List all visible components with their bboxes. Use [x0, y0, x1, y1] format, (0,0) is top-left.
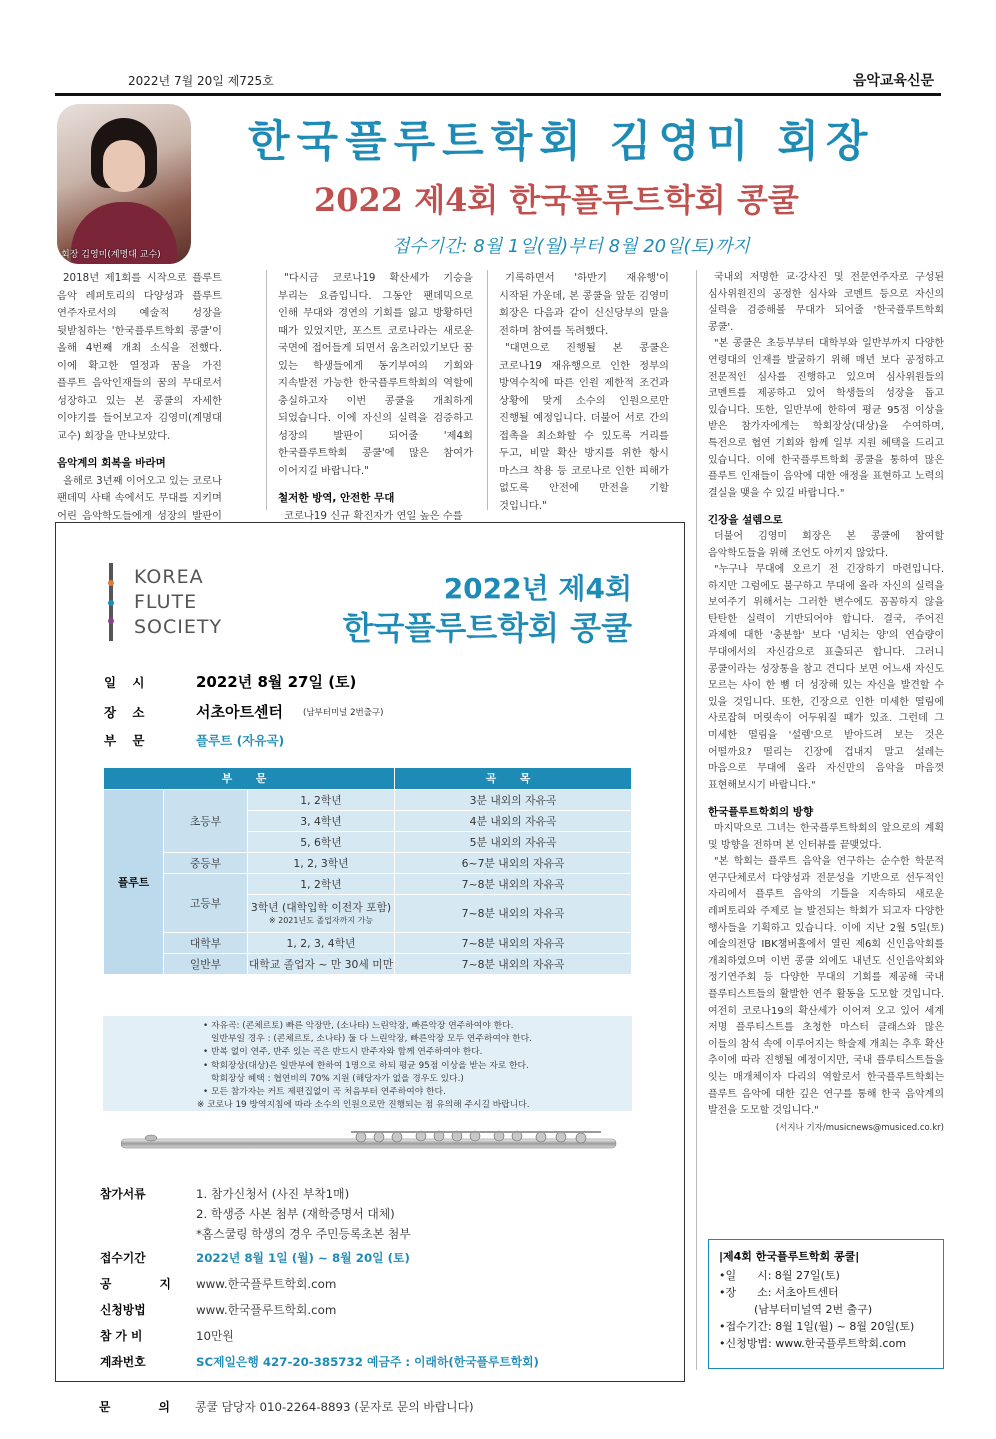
article-subheading: 철저한 방역, 안전한 무대 — [278, 492, 395, 504]
article-paragraph: 더불어 김영미 회장은 본 콩쿨에 참여할 음악학도들을 위해 조언도 아끼지 않았다. — [708, 530, 944, 559]
flute-logo-icon — [106, 563, 116, 641]
article-paragraph: "본 학회는 플루트 음악을 연구하는 순수한 학문적 연구단체로서 다양성과 전문성을 기반으로 선두적인 자리에서 플루트 음악의 기틀을 지속하되 새로운 레퍼토리와 주제로 늘 발전되는 학회가 되고자 다양한 행사들을 기획하고 있습니다. 이에 지난 2월 5일(토) 예술의전당 IBK챔버홀에서 열린 제6회 신인음악회를 개최하였으며 이번 콩쿨 외에도 내년도 신인음악회와 정기연주회 등 다양한 무대의 기회를 제공해 국내 플루티스트들의 활발한 연주 활동을 도모할 것입니다. 여전히 코로나19의 확산세가 이어져 오고 있어 세계 저명 플루티스트를 초청한 마스터 클래스와 많은 이들의 참석 속에 이루어지는 학술제 개최는 추후 확산 추이에 따라 진행될 예정이지만, 국내 플루티스트들을 잇는 매개체이자 다리의 역할로서 한국플루트학회는 플루트 음악에 대한 깊은 연구를 통해 한국 음악계의 발전을 도모할 것입니다." — [708, 856, 944, 1117]
article-column-2 — [278, 270, 473, 525]
detail-row — [56, 1205, 656, 1225]
detail-value: 10만원 — [196, 1329, 234, 1343]
header-rule — [55, 93, 941, 96]
logo-line: FLUTE — [134, 591, 198, 613]
detail-label: 참가서류 — [100, 1187, 146, 1201]
article-paragraph: "다시금 코로나19 확산세가 기승을 부리는 요즘입니다. 그동안 팬데믹으로 인해 무대와 경연의 기회를 잃고 방황하던 때가 있었지만, 포스트 코로나라는 새로운 국면에 접어들게 되면서 움츠러있기보단 꿈 있는 학생들에게 동기부여의 기회와 지속발전 가능한 한국플루트학회의 역할에 충실하고자 이번 콩쿨을 개최하게 되었습니다. 이에 자신의 실력을 검증하고 성장의 발판이 되어줄 '제4회 한국플루트학회 콩쿨'에 많은 참여가 이어지길 바랍니다." — [278, 272, 473, 477]
competition-summary-box — [708, 1239, 944, 1369]
article-paragraph: "본 콩쿨은 초등부부터 대학부와 일반부까지 다양한 연령대의 인재를 발굴하기 위해 매년 보다 공정하고 전문적인 심사를 진행하고 있으며 심사위원들의 코멘트를 제공하고 있어 학생들의 성장을 돕고 있습니다. 또한, 일반부에 한하여 평균 95점 이상을 받은 참가자에게는 학회장상(대상)을 수여하며, 특전으로 협연 기회와 함께 일부 지원 혜택을 드리고 있습니다. 이에 한국플루트학회 콩쿨을 통하여 많은 플루트 인재들이 음악에 대한 애정을 표현하고 노력의 결실을 맺을 수 있길 바랍니다." — [708, 338, 944, 499]
note-line: • 학회장상(대상)은 일반부에 한하여 1명으로 하되 평균 95점 이상을 받는 자로 한다. — [203, 1060, 529, 1071]
article-paragraph: 코로나19 신규 확진자가 연일 높은 수를 — [284, 509, 463, 522]
summary-line: •일 시: 8월 27일(토) — [719, 1269, 840, 1282]
detail-row — [56, 1327, 656, 1347]
logo-line: SOCIETY — [134, 616, 223, 638]
detail-label: 공 지 — [100, 1277, 193, 1291]
article-paragraph: 기록하면서 '하반기 재유행'이 시작된 가운데, 본 콩쿨을 앞둔 김영미 회장은 다음과 같이 신신당부의 말을 전하며 참여를 독려했다. — [499, 272, 669, 337]
table-row — [104, 790, 632, 811]
detail-value: 1. 참가신청서 (사진 부착1매) — [196, 1187, 350, 1201]
table-piece-cell: 7~8분 내외의 자유곡 — [395, 954, 632, 975]
flute-illustration-icon — [121, 1125, 621, 1161]
article-column-1 — [57, 270, 222, 560]
note-line: • 자유곡: (콘체르토) 빠른 악장만, (소나타) 느린악장, 빠른악장 연주하여야 한다. — [203, 1021, 514, 1031]
table-row — [104, 853, 632, 874]
article-paragraph: "누구나 무대에 오르기 전 긴장하기 마련입니다. 하지만 그럼에도 불구하고 무대에 올라 자신의 실력을 보여주기 위해서는 그러한 변수에도 꼼꼼하지 않을 탄탄한 실력이 기반되어야 합니다. 결국, 주어진 과제에 대한 '충분함' 보다 '넘치는 양'의 연습량이 무대에서의 자신감으로 표출되곤 합니다. 그러니 콩쿨이라는 성장통을 참고 견디다 보면 어느새 자신도 모르는 사이 한 뼘 더 성장해 있는 자신을 발견할 수 있을 것입니다. 또한, 긴장으로 인한 미세한 떨림에 사로잡혀 머릿속이 어두워질 때가 있죠. 그런데 그 미세한 떨림을 '설렘'으로 받아드려 보는 것은 어떨까요? 떨리는 긴장에 겁내지 말고 설레는 마음으로 무대에 올라 자신만의 음악을 마음껏 표현해보시기 바랍니다." — [708, 564, 944, 791]
table-piece-cell: 7~8분 내외의 자유곡 — [395, 874, 632, 895]
article-subheading: 음악계의 회복을 바라며 — [57, 457, 166, 469]
table-grade-cell: 1, 2학년 — [248, 790, 395, 811]
table-piece-cell: 7~8분 내외의 자유곡 — [395, 895, 632, 933]
detail-row — [56, 1353, 656, 1373]
info-date-row — [56, 673, 656, 693]
article-paragraph: 마지막으로 그녀는 한국플루트학회의 앞으로의 계획 및 방향을 전하며 본 인터뷰를 끝맺었다. — [708, 823, 944, 851]
photo-caption: 회장 김영미(계명대 교수) — [61, 250, 161, 260]
article-column-4 — [708, 270, 944, 1136]
note-line: • 모든 참가자는 커트 제편집없이 곡 처음부터 연주하여야 한다. — [203, 1087, 446, 1098]
article-paragraph: 국내외 저명한 교·강사진 및 전문연주자로 구성된 심사위원진의 공정한 심사와 코멘트 등으로 자신의 실력을 검증해볼 무대가 되어줄 '한국플루트학회 콩쿨'. — [708, 272, 944, 333]
detail-value: 2022년 8월 1일 (월) ~ 8월 20일 (토) — [196, 1251, 410, 1265]
headline-title: 한국플루트학회 김영미 회장 — [248, 117, 875, 167]
table-row — [104, 874, 632, 895]
detail-row — [56, 1275, 656, 1295]
article-paragraph: "대면으로 진행될 본 콩쿨은 코로나19 재유행으로 인한 정부의 방역수칙에 따른 인원 제한적 조건과 상황에 맞게 소수의 인원으로만 진행될 예정입니다. 더불어 서로 간의 접촉을 최소화할 수 있도록 거리를 두고, 비말 확산 방지를 위한 항시 마스크 착용 등 코로나로 인한 피해가 없도록 안전에 만전을 기할 것입니다." — [499, 342, 669, 512]
table-header-row — [104, 768, 632, 790]
detail-label: 문 의 — [99, 1400, 192, 1414]
article-subheading: 한국플루트학회의 방향 — [708, 806, 814, 819]
article-subheading: 긴장을 설렘으로 — [708, 514, 783, 527]
table-grade-cell: 1, 2학년 — [248, 874, 395, 895]
table-header: 부 문 — [104, 768, 395, 790]
headline-subtitle: 2022 제4회 한국플루트학회 콩쿨 — [314, 181, 799, 219]
summary-line: •접수기간: 8월 1일(월) ~ 8월 20일(토) — [719, 1320, 915, 1333]
table-group-cell: 대학부 — [164, 933, 248, 954]
note-line: • 반복 없이 연주, 반주 있는 곡은 반드시 반주자와 함께 연주하여야 한다. — [203, 1047, 483, 1058]
info-value: 서초아트센터 — [196, 703, 283, 721]
summary-line[interactable]: •신청방법: www.한국플루트학회.com — [719, 1337, 907, 1350]
newspaper-name: 음악교육신문 — [852, 73, 934, 89]
table-section-cell: 플루트 — [104, 790, 164, 975]
headline-period: 접수기간: 8월 1일(월)부터 8월 20일(토)까지 — [392, 236, 750, 257]
table-notes — [103, 1016, 632, 1111]
competition-poster — [55, 522, 685, 1382]
article-paragraph: 올해로 3년째 이어오고 있는 코로나 팬데믹 사태 속에서도 무대를 지키며 어린 음악학도들에게 성장의 발판이 — [57, 474, 222, 522]
division-table — [103, 767, 632, 975]
detail-row — [56, 1185, 656, 1205]
grade-text: 3학년 (대학입학 이전자 포함) — [250, 900, 392, 914]
summary-line: •장 소: 서초아트센터 — [719, 1286, 839, 1299]
column-divider — [696, 270, 697, 1370]
info-value: 2022년 8월 27일 (토) — [196, 673, 357, 691]
table-grade-cell: 1, 2, 3, 4학년 — [248, 933, 395, 954]
note-line: 학회장상 혜택 : 협연비의 70% 지원 (해당자가 없을 경우도 있다.) — [211, 1073, 464, 1084]
poster-title-main: 한국플루트학회 콩쿨 — [342, 609, 632, 647]
president-photo — [57, 104, 191, 264]
detail-value: SC제일은행 427-20-385732 예금주 : 이래하(한국플루트학회) — [196, 1355, 539, 1369]
table-grade-cell: 3, 4학년 — [248, 811, 395, 832]
detail-label: 계좌번호 — [100, 1355, 146, 1369]
article-paragraph: 2018년 제1회를 시작으로 플루트 음악 레퍼토리의 다양성과 플루트 연주자로서의 예술적 성장을 뒷받침하는 '한국플루트학회 콩쿨'이 올해 4번째 개최 소식을 전했다. 이에 확고한 열정과 꿈을 가진 플루트 음악인재들의 꿈의 무대로서 성장하고 있는 본 콩쿨의 자세한 이야기를 들어보고자 김영미(계명대 교수) 회장을 만나보았다. — [57, 272, 222, 442]
table-group-cell: 고등부 — [164, 874, 248, 933]
society-logo-text — [134, 565, 222, 640]
table-piece-cell: 5분 내외의 자유곡 — [395, 832, 632, 853]
detail-label: 신청방법 — [100, 1303, 146, 1317]
note-line: 일반부일 경우 : (콘체르토, 소나타) 둘 다 느린악장, 빠른악장 모두 연주하여야 한다. — [211, 1034, 532, 1045]
table-piece-cell: 3분 내외의 자유곡 — [395, 790, 632, 811]
table-group-cell: 초등부 — [164, 790, 248, 853]
summary-title: |제4회 한국플루트학회 콩쿨| — [719, 1250, 860, 1263]
info-note: (남부터미널 2번출구) — [303, 708, 384, 718]
detail-value: 콩쿨 담당자 010-2264-8893 (문자로 문의 바랍니다) — [195, 1400, 474, 1414]
table-grade-cell: 1, 2, 3학년 — [248, 853, 395, 874]
info-label: 부 문 — [104, 733, 151, 748]
detail-label: 접수기간 — [100, 1251, 146, 1265]
table-piece-cell: 6~7분 내외의 자유곡 — [395, 853, 632, 874]
info-label: 장 소 — [104, 705, 151, 720]
table-piece-cell: 4분 내외의 자유곡 — [395, 811, 632, 832]
table-grade-cell — [248, 895, 395, 933]
table-group-cell: 중등부 — [164, 853, 248, 874]
detail-label: 참 가 비 — [100, 1329, 143, 1343]
column-divider — [487, 270, 488, 510]
table-header: 곡 목 — [395, 768, 632, 790]
info-division-row — [56, 731, 656, 751]
detail-value: *홈스쿨링 학생의 경우 주민등록초본 첨부 — [196, 1227, 411, 1241]
table-group-cell: 일반부 — [164, 954, 248, 975]
detail-value[interactable]: www.한국플루트학회.com — [196, 1303, 337, 1317]
summary-line: (남부터미널역 2번 출구) — [719, 1303, 873, 1316]
issue-date: 2022년 7월 20일 제725호 — [128, 74, 274, 88]
photo-face — [103, 140, 145, 192]
detail-row — [56, 1301, 656, 1321]
table-row — [104, 954, 632, 975]
logo-line: KOREA — [134, 566, 204, 588]
article-column-3 — [499, 270, 669, 543]
byline: (서지나 기자/musicnews@musiced.co.kr) — [775, 1122, 944, 1133]
info-label: 일 시 — [104, 675, 151, 690]
detail-value: 2. 학생증 사본 첨부 (재학증명서 대체) — [196, 1207, 395, 1221]
grade-note: ※ 2021년도 졸업자까지 가능 — [268, 915, 374, 925]
table-row — [104, 933, 632, 954]
info-venue-row — [56, 703, 656, 723]
column-divider — [266, 270, 267, 510]
poster-title-year: 2022년 제4회 — [443, 572, 632, 605]
inquiry-row — [55, 1398, 685, 1418]
note-line: ※ 코로나 19 방역지침에 따라 소수의 인원으로만 진행되는 점 유의해 주시길 바랍니다. — [197, 1100, 530, 1111]
table-grade-cell: 5, 6학년 — [248, 832, 395, 853]
info-value: 플루트 (자유곡) — [196, 733, 285, 748]
detail-row — [56, 1249, 656, 1269]
detail-row — [56, 1225, 656, 1245]
detail-value[interactable]: www.한국플루트학회.com — [196, 1277, 337, 1291]
table-piece-cell: 7~8분 내외의 자유곡 — [395, 933, 632, 954]
table-grade-cell: 대학교 졸업자 ~ 만 30세 미만 — [248, 954, 395, 975]
